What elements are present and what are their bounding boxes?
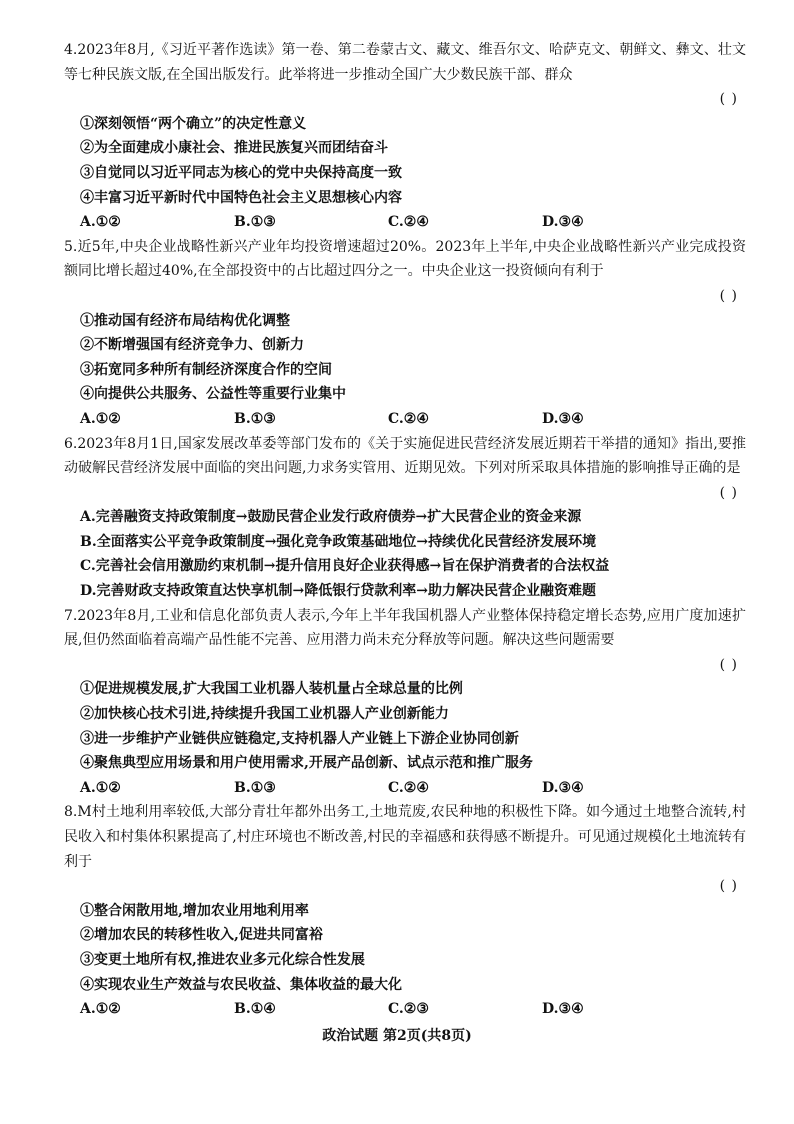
question-block <box>64 432 746 604</box>
question-block <box>64 604 746 801</box>
statement-item: ②增加农民的转移性收入,促进共同富裕 <box>80 927 323 944</box>
option-item: A.完善融资支持政策制度→鼓励民营企业发行政府债券→扩大民营企业的资金来源 <box>80 509 582 526</box>
option-b: B.①③ <box>234 779 276 796</box>
statement-item: ②加快核心技术引进,持续提升我国工业机器人产业创新能力 <box>80 706 449 723</box>
option-d: D.③④ <box>542 410 584 427</box>
statement-item: ①推动国有经济布局结构优化调整 <box>80 312 290 329</box>
question-block <box>64 235 746 432</box>
statement-item: ②为全面建成小康社会、推进民族复兴而团结奋斗 <box>80 140 388 157</box>
answer-options <box>64 210 746 235</box>
question-block <box>64 38 746 235</box>
statement-item: ①整合闲散用地,增加农业用地利用率 <box>80 902 309 919</box>
option-c: C.②④ <box>388 214 429 231</box>
option-item: B.全面落实公平竞争政策制度→强化竞争政策基础地位→持续优化民营经济发展环境 <box>80 533 597 550</box>
option-a: A.①② <box>80 410 121 427</box>
question-block <box>64 800 746 1021</box>
answer-paren-line <box>64 653 746 678</box>
option-item: C.完善社会信用激励约束机制→提升信用良好企业获得感→旨在保护消费者的合法权益 <box>80 558 610 575</box>
option-d: D.③④ <box>542 779 584 796</box>
option-c: C.②④ <box>388 779 429 796</box>
answer-parentheses: ( ) <box>719 878 738 895</box>
option-a: A.①② <box>80 214 121 231</box>
statement-item: ④实现农业生产效益与农民收益、集体收益的最大化 <box>80 976 402 993</box>
answer-options <box>64 776 746 801</box>
option-d: D.③④ <box>542 214 584 231</box>
statement-item: ①促进规模发展,扩大我国工业机器人装机量占全球总量的比例 <box>80 681 463 698</box>
statement-item: ④向提供公共服务、公益性等重要行业集中 <box>80 386 346 403</box>
answer-parentheses: ( ) <box>719 656 738 673</box>
answer-options <box>64 997 746 1022</box>
option-a: A.①② <box>80 1001 121 1018</box>
option-c: C.②③ <box>388 1001 429 1018</box>
option-b: B.①③ <box>234 410 276 427</box>
option-a: A.①② <box>80 779 121 796</box>
statement-item: ③进一步维护产业链供应链稳定,支持机器人产业链上下游企业协同创新 <box>80 730 519 747</box>
question-stem: 6.2023年8月1日,国家发展改革委等部门发布的《关于实施促进民营经济发展近期若干举措的通知》指出,要推动破解民营经济发展中面临的突出问题,力求务实管用、近期见效。下列对所采取具体措施的影响推导正确的是 <box>64 435 746 477</box>
statement-item: ①深刻领悟“两个确立”的决定性意义 <box>80 115 307 132</box>
answer-options <box>64 407 746 432</box>
question-list <box>64 38 746 1022</box>
statement-item: ③拓宽同多种所有制经济深度合作的空间 <box>80 361 332 378</box>
statement-item: ③自觉同以习近平同志为核心的党中央保持高度一致 <box>80 164 402 181</box>
option-item: D.完善财政支持政策直达快享机制→降低银行贷款利率→助力解决民营企业融资难题 <box>80 583 596 600</box>
question-stem: 5.近5年,中央企业战略性新兴产业年均投资增速超过20%。2023年上半年,中央企业战略性新兴产业完成投资额同比增长超过40%,在全部投资中的占比超过四分之一。中央企业这一投资倾向有利于 <box>64 238 746 280</box>
option-d: D.③④ <box>542 1001 584 1018</box>
answer-paren-line <box>64 874 746 899</box>
answer-paren-line <box>64 284 746 309</box>
statement-item: ④聚焦典型应用场景和用户使用需求,开展产品创新、试点示范和推广服务 <box>80 755 533 772</box>
answer-paren-line <box>64 87 746 112</box>
question-stem: 8.M村土地利用率较低,大部分青壮年都外出务工,土地荒废,农民种地的积极性下降。如今通过土地整合流转,村民收入和村集体积累提高了,村庄环境也不断改善,村民的幸福感和获得感不断提升。可见通过规模化土地流转有利于 <box>64 804 746 870</box>
page-footer: 政治试题 第2页(共8页) <box>322 1028 472 1044</box>
answer-parentheses: ( ) <box>719 91 738 108</box>
statement-item: ④丰富习近平新时代中国特色社会主义思想核心内容 <box>80 189 402 206</box>
answer-paren-line <box>64 481 746 506</box>
statement-item: ②不断增强国有经济竞争力、创新力 <box>80 337 304 354</box>
answer-parentheses: ( ) <box>719 287 738 304</box>
statement-item: ③变更土地所有权,推进农业多元化综合性发展 <box>80 951 365 968</box>
answer-parentheses: ( ) <box>719 484 738 501</box>
option-b: B.①④ <box>234 1001 276 1018</box>
option-c: C.②④ <box>388 410 429 427</box>
option-b: B.①③ <box>234 214 276 231</box>
question-stem: 7.2023年8月,工业和信息化部负责人表示,今年上半年我国机器人产业整体保持稳定增长态势,应用广度加速扩展,但仍然面临着高端产品性能不完善、应用潜力尚未充分释放等问题。解决这些问题需要 <box>64 607 746 649</box>
question-stem: 4.2023年8月,《习近平著作选读》第一卷、第二卷蒙古文、藏文、维吾尔文、哈萨克文、朝鲜文、彝文、壮文等七种民族文版,在全国出版发行。此举将进一步推动全国广大少数民族干部、群众 <box>64 42 746 83</box>
